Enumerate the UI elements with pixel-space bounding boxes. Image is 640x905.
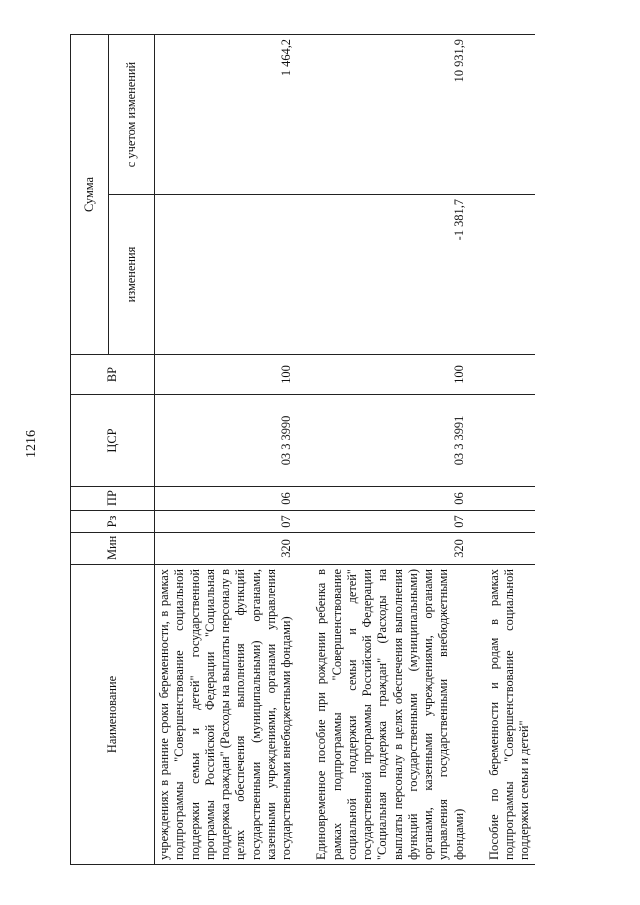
row-total: 10 931,9	[312, 35, 469, 195]
row-total: 1 464,2	[155, 35, 297, 195]
row-vr	[485, 355, 535, 395]
row-change	[155, 195, 297, 355]
header-name: Наименование	[71, 565, 155, 865]
row-rz	[485, 511, 535, 533]
table-body	[155, 35, 535, 865]
header-rz: Рз	[71, 511, 155, 533]
row-csr	[485, 395, 535, 487]
row-name: учреждениях в ранние сроки беременности, в рамках подпрограммы "Совершенствование социальной поддержки семьи и детей" государственной программы Российской Федерации "Социальная поддержка граждан" (Расходы на выплаты персоналу в целях обеспечения выполнения функций государственными (муниципальными) органами, казенными учреждениями, органами управления государственными внебюджетными фондами)	[155, 565, 297, 865]
header-min: Мин	[71, 533, 155, 565]
row-change: -1 381,7	[312, 195, 469, 355]
row-min: 320	[155, 533, 297, 565]
row-rz: 07	[312, 511, 469, 533]
table-row	[155, 35, 297, 865]
row-total	[485, 35, 535, 195]
table-row	[312, 35, 469, 865]
header-with-changes: с учетом изменений	[109, 35, 155, 195]
row-vr: 100	[155, 355, 297, 395]
row-change	[485, 195, 535, 355]
row-csr: 03 3 3991	[312, 395, 469, 487]
row-name: Единовременное пособие при рождении ребенка в рамках подпрограммы "Совершенствование социальной поддержки семьи и детей" государственной программы Российской Федерации "Социальная поддержка граждан" (Расходы на выплаты персоналу в целях обеспечения выполнения функций государственными (муниципальными) органами, казенными учреждениями, органами управления государственными внебюджетными фондами)	[312, 565, 469, 865]
table-header	[71, 35, 155, 865]
row-rz: 07	[155, 511, 297, 533]
row-vr: 100	[312, 355, 469, 395]
rotated-page	[70, 35, 590, 865]
table-row	[485, 35, 535, 865]
header-pr: ПР	[71, 487, 155, 511]
page-number: 1216	[24, 430, 39, 458]
row-min: 320	[312, 533, 469, 565]
row-name: Пособие по беременности и родам в рамках подпрограммы "Совершенствование социальной поддержки семьи и детей"	[485, 565, 535, 865]
header-csr: ЦСР	[71, 395, 155, 487]
row-pr	[485, 487, 535, 511]
budget-table-wrapper	[70, 35, 590, 865]
row-min	[485, 533, 535, 565]
budget-table	[70, 34, 535, 865]
row-pr: 06	[155, 487, 297, 511]
header-vr: ВР	[71, 355, 155, 395]
row-csr: 03 3 3990	[155, 395, 297, 487]
header-change: изменения	[109, 195, 155, 355]
row-pr: 06	[312, 487, 469, 511]
header-sum: Сумма	[71, 35, 109, 355]
